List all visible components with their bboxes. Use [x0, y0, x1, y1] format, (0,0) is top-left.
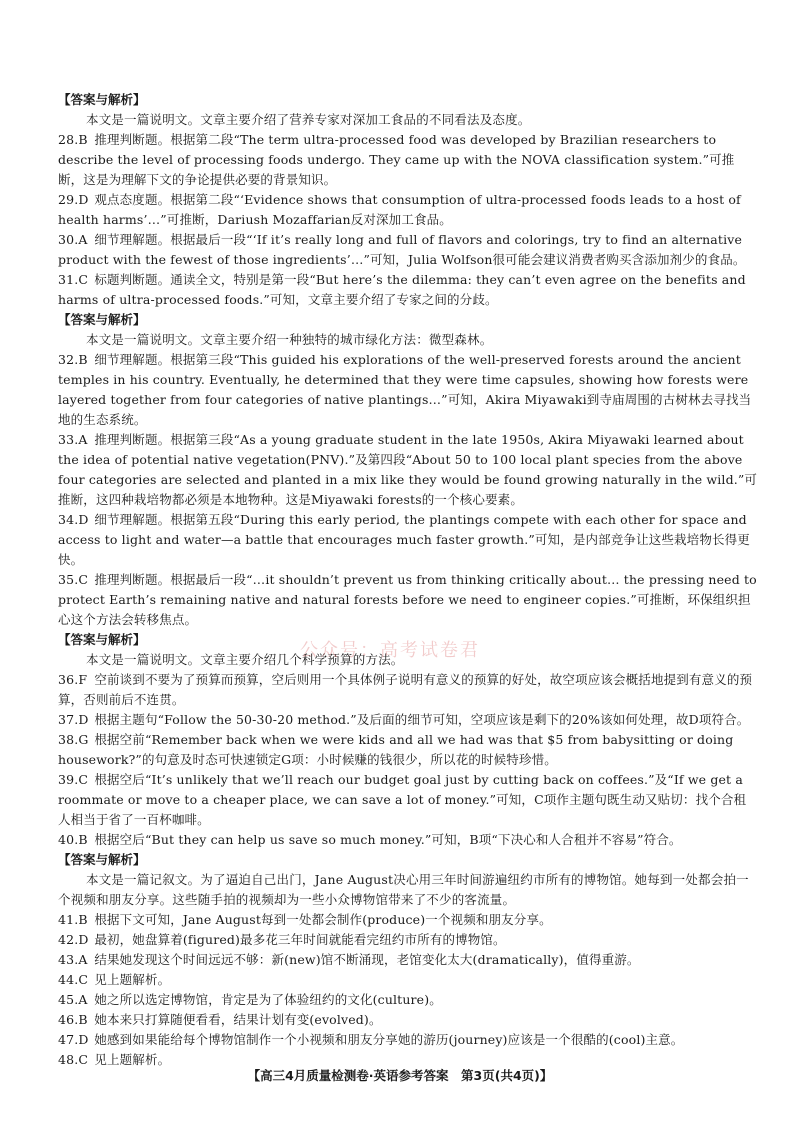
item-number: 41. — [58, 912, 79, 927]
item-number: 42. — [58, 932, 79, 947]
item-explanation: 推理判断题。根据第三段“As a young graduate student in the late 1950s, Akira Miyawaki learned about the idea of potential native vegetation(PNV).”及第四段“About 50 to 100 local plant species from the above four categories are selected and planted in a mix like they would be found growing naturally in the wild.”可推断，这四种栽培物都必须是本地物种。这是Miyawaki forests的一个核心要素。 — [58, 432, 758, 507]
answer-item-34 — [58, 510, 758, 570]
item-answer: C — [78, 572, 89, 587]
item-answer: B — [78, 132, 88, 147]
item-explanation: 她感到如果能给每个博物馆制作一个小视频和朋友分享她的游历(journey)应该是一个很酷的(cool)主意。 — [94, 1032, 684, 1047]
item-answer: A — [78, 992, 88, 1007]
watermark: 公众号：高考试卷君 — [300, 640, 480, 661]
section-intro: 本文是一篇说明文。文章主要介绍了营养专家对深加工食品的不同看法及态度。 — [86, 112, 531, 127]
item-answer: A — [78, 232, 88, 247]
item-answer: B — [78, 1012, 88, 1027]
item-explanation: 根据主题句“Follow the 50-30-20 method.”及后面的细节可知，空项应该是剩下的20%该如何处理，故D项符合。 — [94, 712, 750, 727]
section-2 — [58, 310, 758, 630]
item-number: 43. — [58, 952, 79, 967]
item-number: 46. — [58, 1012, 79, 1027]
item-number: 29. — [58, 192, 79, 207]
answer-item-31 — [58, 270, 758, 310]
item-explanation: 她之所以选定博物馆，肯定是为了体验纽约的文化(culture)。 — [94, 992, 442, 1007]
item-explanation: 见上题解析。 — [94, 972, 171, 987]
item-number: 39. — [58, 772, 79, 787]
item-explanation: 见上题解析。 — [94, 1052, 171, 1067]
answer-item-38 — [58, 730, 758, 770]
answer-item-30 — [58, 230, 758, 270]
item-number: 33. — [58, 432, 79, 447]
item-explanation: 标题判断题。通读全文，特别是第一段“But here’s the dilemma: they can’t even agree on the benefits and harms of ultra-processed foods.”可知，文章主要介绍了专家之间的分歧。 — [58, 272, 746, 307]
section-intro: 本文是一篇说明文。文章主要介绍几个科学预算的方法。 — [86, 652, 404, 667]
answer-item-43 — [58, 950, 758, 970]
answer-item-35 — [58, 570, 758, 630]
item-explanation: 细节理解题。根据第五段“During this early period, the plantings compete with each other for space and access to light and water—a battle that encourages much faster growth.”可知，是内部竞争让这些栽培物长得更快。 — [58, 512, 750, 567]
item-explanation: 根据空后“But they can help us save so much money.”可知，B项“下决心和人合租并不容易”符合。 — [94, 832, 682, 847]
answer-item-29 — [58, 190, 758, 230]
answer-item-45 — [58, 990, 758, 1010]
item-answer: F — [78, 672, 88, 687]
page-footer: 【高三4月质量检测卷·英语参考答案 第3页(共4页)】 — [247, 1068, 553, 1083]
item-explanation: 最初，她盘算着(figured)最多花三年时间就能看完纽约市所有的博物馆。 — [94, 932, 506, 947]
item-explanation: 空前谈到不要为了预算而预算，空后则用一个具体例子说明有意义的预算的好处，故空项应该会概括地提到有意义的预算，否则前后不连贯。 — [58, 672, 753, 707]
answer-item-28 — [58, 130, 758, 190]
item-explanation: 根据空后“It’s unlikely that we’ll reach our budget goal just by cutting back on coffees.”及“If we get a roommate or move to a cheaper place, we can save a lot of money.”可知，C项作主题句既生动又贴切：找个合租人相当于省了一百杯咖啡。 — [58, 772, 747, 827]
section-heading: 【答案与解析】 — [58, 852, 146, 867]
item-number: 40. — [58, 832, 79, 847]
section-intro: 本文是一篇记叙文。为了逼迫自己出门，Jane August决心用三年时间游遍纽约市所有的博物馆。她每到一处都会拍一个视频和朋友分享。这些随手拍的视频却为一些小众博物馆带来了不少的客流量。 — [58, 872, 749, 907]
item-number: 37. — [58, 712, 79, 727]
answer-item-46 — [58, 1010, 758, 1030]
item-number: 31. — [58, 272, 79, 287]
section-4 — [58, 850, 758, 1070]
section-heading: 【答案与解析】 — [58, 312, 146, 327]
item-explanation: 观点态度题。根据第二段“‘Evidence shows that consumption of ultra-processed foods leads to a host of health harms’…”可推断，Dariush Mozaffarian反对深加工食品。 — [58, 192, 741, 227]
item-number: 48. — [58, 1052, 79, 1067]
item-answer: D — [78, 192, 89, 207]
answer-item-40 — [58, 830, 758, 850]
item-answer: B — [78, 352, 88, 367]
answer-item-44 — [58, 970, 758, 990]
item-number: 30. — [58, 232, 79, 247]
section-1 — [58, 90, 758, 310]
answer-item-36 — [58, 670, 758, 710]
item-number: 38. — [58, 732, 79, 747]
answer-item-47 — [58, 1030, 758, 1050]
item-explanation: 根据下文可知，Jane August每到一处都会制作(produce)一个视频和朋友分享。 — [94, 912, 552, 927]
answer-item-33 — [58, 430, 758, 510]
section-intro: 本文是一篇说明文。文章主要介绍一种独特的城市绿化方法：微型森林。 — [86, 332, 493, 347]
item-explanation: 细节理解题。根据最后一段“‘If it’s really long and full of flavors and colorings, try to find an alternative product with the fewest of those ingredients’…”可知，Julia Wolfson很可能会建议消费者购买含添加剂少的食品。 — [58, 232, 746, 267]
answer-item-41 — [58, 910, 758, 930]
item-answer: C — [78, 1052, 89, 1067]
item-answer: C — [78, 272, 89, 287]
item-explanation: 根据空前“Remember back when we were kids and all we had was that $5 from babysitting or doing housework?”的句意及时态可快速锁定G项：小时候赚的钱很少，所以花的时候特珍惜。 — [58, 732, 734, 767]
item-answer: A — [78, 952, 88, 967]
item-answer: D — [78, 712, 89, 727]
section-heading: 【答案与解析】 — [58, 632, 146, 647]
item-number: 32. — [58, 352, 79, 367]
item-answer: D — [78, 512, 89, 527]
answer-page — [58, 90, 758, 1070]
section-heading: 【答案与解析】 — [58, 92, 146, 107]
item-explanation: 细节理解题。根据第三段“This guided his explorations of the well-preserved forests around the ancient temples in his country. Eventually, he determined that they were time capsules, showing how forests were layered together from four categories of native plantings…”可知，Akira Miyawaki到寺庙周围的古树林去寻找当地的生态系统。 — [58, 352, 752, 427]
answer-item-37 — [58, 710, 758, 730]
item-answer: G — [78, 732, 89, 747]
item-answer: C — [78, 772, 89, 787]
section-3 — [58, 630, 758, 850]
item-explanation: 结果她发现这个时间远远不够：新(new)馆不断涌现，老馆变化太大(dramatically)，值得重游。 — [94, 952, 640, 967]
item-explanation: 推理判断题。根据最后一段“…it shouldn’t prevent us from thinking critically about… the pressing need to protect Earth’s remaining native and natural forests before we need to engineer copies.”可推断，环保组织担心这个方法会转移焦点。 — [58, 572, 757, 627]
item-number: 34. — [58, 512, 79, 527]
item-answer: A — [78, 432, 88, 447]
answer-item-42 — [58, 930, 758, 950]
item-answer: B — [78, 832, 88, 847]
item-number: 28. — [58, 132, 79, 147]
item-number: 44. — [58, 972, 79, 987]
item-number: 35. — [58, 572, 79, 587]
item-answer: D — [78, 932, 89, 947]
item-answer: C — [78, 972, 89, 987]
item-number: 36. — [58, 672, 79, 687]
item-number: 45. — [58, 992, 79, 1007]
item-explanation: 推理判断题。根据第二段“The term ultra-processed food was developed by Brazilian researchers to describe the level of processing foods undergo. They came up with the NOVA classification system.”可推断，这是为理解下文的争论提供必要的背景知识。 — [58, 132, 735, 187]
answer-item-32 — [58, 350, 758, 430]
item-explanation: 她本来只打算随便看看，结果计划有变(evolved)。 — [94, 1012, 382, 1027]
answer-item-39 — [58, 770, 758, 830]
item-number: 47. — [58, 1032, 79, 1047]
item-answer: B — [78, 912, 88, 927]
item-answer: D — [78, 1032, 89, 1047]
